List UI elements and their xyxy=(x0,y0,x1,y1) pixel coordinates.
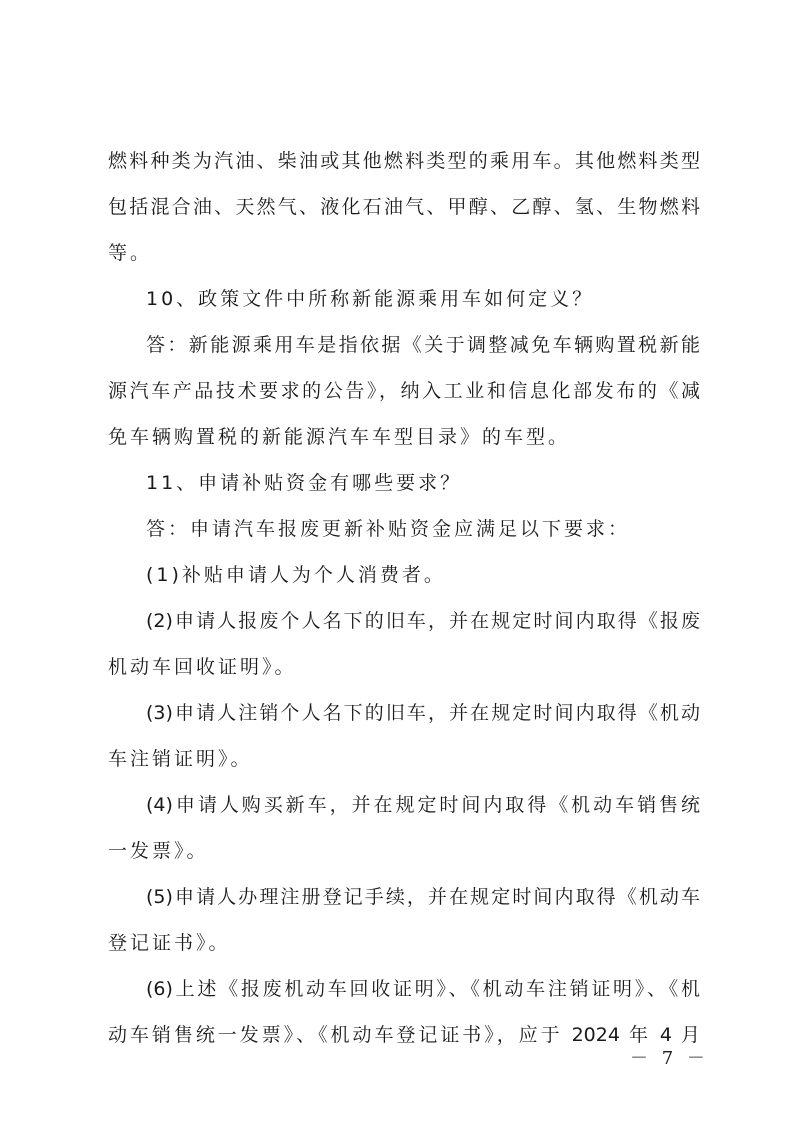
list-item: (5)申请人办理注册登记手续，并在规定时间内取得《机动车 xyxy=(146,886,700,908)
question-heading: 11、申请补贴资金有哪些要求？ xyxy=(146,472,463,494)
list-item-continuation: 机动车回收证明》。 xyxy=(108,656,297,678)
list-item: (3)申请人注销个人名下的旧车，并在规定时间内取得《机动 xyxy=(146,702,700,724)
list-item-continuation: 登记证书》。 xyxy=(108,932,231,954)
paragraph-line: 等。 xyxy=(108,242,153,264)
list-item-continuation: 动车销售统一发票》、《机动车登记证书》，应于 2024 年 4 月 xyxy=(108,1024,700,1046)
answer-line: 免车辆购置税的新能源汽车车型目录》的车型。 xyxy=(108,426,571,448)
answer-line: 答：申请汽车报废更新补贴资金应满足以下要求： xyxy=(146,518,631,540)
list-item: (1)补贴申请人为个人消费者。 xyxy=(146,564,446,586)
list-item-continuation: 一发票》。 xyxy=(108,840,209,862)
list-item-continuation: 车注销证明》。 xyxy=(108,748,253,770)
list-item: (2)申请人报废个人名下的旧车，并在规定时间内取得《报废 xyxy=(146,610,700,632)
list-item: (6)上述《报废机动车回收证明》、《机动车注销证明》、《机 xyxy=(146,978,700,1000)
page-number: － 7 － xyxy=(630,1048,709,1069)
list-item: (4)申请人购买新车，并在规定时间内取得《机动车销售统 xyxy=(146,794,700,816)
paragraph-line: 包括混合油、天然气、液化石油气、甲醇、乙醇、氢、生物燃料 xyxy=(108,196,700,218)
document-body xyxy=(108,138,700,1058)
paragraph-line: 燃料种类为汽油、柴油或其他燃料类型的乘用车。其他燃料类型 xyxy=(108,150,700,172)
question-heading: 10、政策文件中所称新能源乘用车如何定义？ xyxy=(146,288,595,310)
answer-line: 答：新能源乘用车是指依据《关于调整减免车辆购置税新能 xyxy=(146,334,700,356)
answer-line: 源汽车产品技术要求的公告》，纳入工业和信息化部发布的《减 xyxy=(108,380,700,402)
